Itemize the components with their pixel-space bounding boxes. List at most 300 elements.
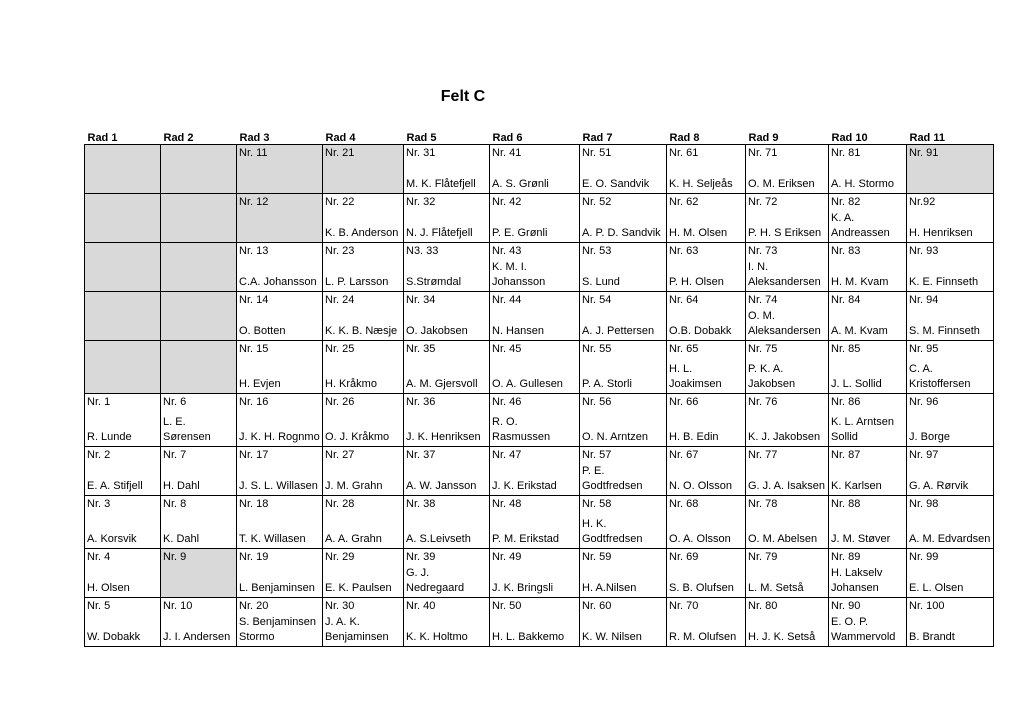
seat-cell [907, 598, 994, 647]
seat-cell [667, 598, 746, 647]
seat-cell [404, 394, 490, 447]
seat-number: Nr. 45 [492, 343, 522, 355]
seat-number: Nr. 36 [406, 396, 436, 408]
seat-holder-name: R. M. Olufsen [669, 631, 737, 643]
column-header: Rad 8 [669, 132, 700, 144]
seat-holder-name: H. J. K. Setså [748, 631, 816, 643]
seat-holder-name: H. L. Joakimsen [669, 363, 722, 390]
seat-holder-name: E. O. Sandvik [582, 178, 650, 190]
seat-number: Nr. 32 [406, 196, 436, 208]
seat-holder-name: A. W. Jansson [406, 480, 477, 492]
seat-number: Nr. 8 [163, 498, 187, 510]
seat-holder-name: K. M. I. Johansson [492, 261, 546, 288]
seat-cell [667, 549, 746, 598]
seat-holder-name: S.Strømdal [406, 276, 462, 288]
seat-number: Nr. 76 [748, 396, 778, 408]
seat-holder-name: P. H. S Eriksen [748, 227, 822, 239]
seat-number: Nr. 95 [909, 343, 939, 355]
seat-number: Nr. 41 [492, 147, 522, 159]
column-header: Rad 3 [239, 132, 270, 144]
table-row [85, 496, 994, 549]
seat-cell [237, 145, 323, 194]
seat-number: Nr. 70 [669, 600, 699, 612]
seat-cell [746, 549, 829, 598]
seat-cell [580, 292, 667, 341]
seat-cell [490, 394, 580, 447]
seat-holder-name: H. Dahl [163, 480, 200, 492]
seat-cell [580, 243, 667, 292]
seat-holder-name: L. P. Larsson [325, 276, 389, 288]
seat-holder-name: H. Kråkmo [325, 378, 377, 390]
seat-holder-name: A. M. Kvam [831, 325, 888, 337]
seat-holder-name: S. Benjaminsen Stormo [239, 616, 317, 643]
seat-number: Nr. 80 [748, 600, 778, 612]
seat-cell [85, 496, 161, 549]
seat-number: Nr. 50 [492, 600, 522, 612]
seat-cell [829, 243, 907, 292]
seat-cell [85, 145, 161, 194]
seat-cell [907, 341, 994, 394]
seat-number: Nr. 17 [239, 449, 269, 461]
seat-holder-name: R. Lunde [87, 431, 132, 443]
document-title: Felt C [440, 88, 486, 105]
seat-cell [161, 341, 237, 394]
seat-cell [323, 394, 404, 447]
seat-number: Nr. 73 [748, 245, 778, 257]
seat-number: Nr. 25 [325, 343, 355, 355]
seat-number: Nr. 23 [325, 245, 355, 257]
seat-cell [829, 145, 907, 194]
seat-holder-name: S. Lund [582, 276, 620, 288]
seat-holder-name: E. K. Paulsen [325, 582, 392, 594]
seat-cell [490, 549, 580, 598]
seat-cell [667, 243, 746, 292]
seat-holder-name: H. K. Godtfredsen [582, 518, 643, 545]
seat-holder-name: J. K. H. Rognmo [239, 431, 320, 443]
seat-cell [237, 194, 323, 243]
seat-number: Nr. 13 [239, 245, 269, 257]
seat-cell [580, 145, 667, 194]
seat-number: Nr. 63 [669, 245, 699, 257]
column-header: Rad 4 [325, 132, 356, 144]
table-body [85, 145, 994, 647]
seat-cell [237, 394, 323, 447]
seat-cell [667, 447, 746, 496]
seat-number: Nr. 51 [582, 147, 612, 159]
seat-number: Nr. 85 [831, 343, 861, 355]
seat-number: Nr. 68 [669, 498, 699, 510]
seat-number: Nr. 93 [909, 245, 939, 257]
seat-number: Nr.92 [909, 196, 936, 208]
seat-holder-name: A. J. Pettersen [582, 325, 655, 337]
seat-holder-name: J. I. Andersen [163, 631, 231, 643]
seat-cell [161, 447, 237, 496]
seat-cell [85, 341, 161, 394]
column-header: Rad 7 [582, 132, 613, 144]
seat-cell [85, 243, 161, 292]
seat-holder-name: P. E. Grønli [492, 227, 548, 239]
seat-holder-name: J. Borge [909, 431, 950, 443]
seat-number: Nr. 64 [669, 294, 699, 306]
seat-number: Nr. 60 [582, 600, 612, 612]
seat-holder-name: P. K. A. Jakobsen [748, 363, 796, 390]
seat-holder-name: H. Henriksen [909, 227, 973, 239]
seat-number: Nr. 19 [239, 551, 269, 563]
seat-cell [907, 549, 994, 598]
seat-cell [746, 496, 829, 549]
seat-cell [829, 496, 907, 549]
seat-number: Nr. 90 [831, 600, 861, 612]
seat-holder-name: P. E. Godtfredsen [582, 465, 643, 492]
seat-number: Nr. 91 [909, 147, 939, 159]
seat-cell [323, 598, 404, 647]
seat-holder-name: A. S.Leivseth [406, 533, 471, 545]
column-header: Rad 11 [909, 132, 945, 144]
seat-cell [580, 496, 667, 549]
seat-number: Nr. 11 [239, 147, 268, 159]
seat-cell [746, 341, 829, 394]
seat-number: Nr. 48 [492, 498, 522, 510]
seat-number: Nr. 96 [909, 396, 939, 408]
seat-holder-name: E. A. Stifjell [87, 480, 143, 492]
seat-holder-name: G. A. Rørvik [909, 480, 969, 492]
table-row [85, 145, 994, 194]
seat-number: Nr. 59 [582, 551, 612, 563]
seat-holder-name: P. M. Erikstad [492, 533, 560, 545]
seat-holder-name: W. Dobakk [87, 631, 141, 643]
seat-holder-name: A. A. Grahn [325, 533, 382, 545]
seat-cell [490, 598, 580, 647]
seat-cell [161, 496, 237, 549]
seat-cell [490, 243, 580, 292]
seat-holder-name: A. S. Grønli [492, 178, 549, 190]
table-row [85, 194, 994, 243]
seat-cell [580, 341, 667, 394]
table-row [85, 549, 994, 598]
seat-holder-name: K. E. Finnseth [909, 276, 979, 288]
seat-number: Nr. 29 [325, 551, 355, 563]
seat-holder-name: S. M. Finnseth [909, 325, 980, 337]
seat-number: Nr. 74 [748, 294, 778, 306]
seat-number: Nr. 75 [748, 343, 778, 355]
seat-holder-name: O. M. Eriksen [748, 178, 815, 190]
seat-cell [85, 292, 161, 341]
seat-number: Nr. 24 [325, 294, 355, 306]
table-row [85, 292, 994, 341]
seat-cell [323, 292, 404, 341]
seat-holder-name: J. M. Støver [831, 533, 891, 545]
seat-cell [667, 341, 746, 394]
seat-holder-name: O.B. Dobakk [669, 325, 732, 337]
seat-holder-name: O. M. Aleksandersen [748, 310, 821, 337]
seat-cell [85, 598, 161, 647]
seat-holder-name: N. J. Flåtefjell [406, 227, 473, 239]
seat-cell [161, 292, 237, 341]
column-header: Rad 1 [87, 132, 118, 144]
seat-number: Nr. 7 [163, 449, 187, 461]
seat-holder-name: A. M. Gjersvoll [406, 378, 478, 390]
seat-holder-name: K. K. B. Næsje [325, 325, 398, 337]
seat-cell [829, 598, 907, 647]
seat-holder-name: M. K. Flåtefjell [406, 178, 476, 190]
seat-cell [667, 496, 746, 549]
seat-cell [323, 341, 404, 394]
seat-number: Nr. 81 [831, 147, 861, 159]
seat-holder-name: J. A. K. Benjaminsen [325, 616, 389, 643]
seat-number: Nr. 54 [582, 294, 612, 306]
seat-number: Nr. 57 [582, 449, 612, 461]
seat-cell [237, 447, 323, 496]
seat-holder-name: L. M. Setså [748, 582, 804, 594]
seat-holder-name: G. J. Nedregaard [406, 567, 465, 594]
seat-holder-name: C. A. Kristoffersen [909, 363, 971, 390]
seat-number: Nr. 86 [831, 396, 861, 408]
seat-holder-name: H. M. Olsen [669, 227, 728, 239]
seat-cell [490, 145, 580, 194]
seat-cell [580, 598, 667, 647]
table-row [85, 447, 994, 496]
table-row [85, 394, 994, 447]
seating-table [84, 128, 994, 647]
seat-cell [907, 292, 994, 341]
seat-holder-name: K. B. Anderson [325, 227, 399, 239]
seat-cell [323, 194, 404, 243]
seat-holder-name: H. L. Bakkemo [492, 631, 565, 643]
column-header: Rad 6 [492, 132, 523, 144]
seat-holder-name: O. J. Kråkmo [325, 431, 390, 443]
seat-holder-name: H. Lakselv Johansen [831, 567, 883, 594]
seat-number: Nr. 98 [909, 498, 939, 510]
table-row [85, 341, 994, 394]
seat-holder-name: A. H. Stormo [831, 178, 894, 190]
seat-number: Nr. 65 [669, 343, 699, 355]
seat-number: Nr. 31 [406, 147, 436, 159]
seat-number: Nr. 72 [748, 196, 778, 208]
seat-holder-name: E. L. Olsen [909, 582, 964, 594]
seat-number: Nr. 71 [748, 147, 778, 159]
seat-number: Nr. 10 [163, 600, 193, 612]
seat-cell [667, 292, 746, 341]
seat-cell [404, 145, 490, 194]
seat-number: Nr. 9 [163, 551, 187, 563]
seat-holder-name: P. A. Storli [582, 378, 632, 390]
seat-cell [580, 549, 667, 598]
seat-holder-name: C.A. Johansson [239, 276, 317, 288]
seat-number: Nr. 39 [406, 551, 436, 563]
seat-holder-name: K. J. Jakobsen [748, 431, 821, 443]
seat-number: Nr. 35 [406, 343, 436, 355]
seat-holder-name: K. H. Seljeås [669, 178, 733, 190]
seat-holder-name: O. A. Gullesen [492, 378, 563, 390]
seat-number: Nr. 21 [325, 147, 355, 159]
seat-number: Nr. 56 [582, 396, 612, 408]
seat-holder-name: A. P. D. Sandvik [582, 227, 661, 239]
seat-cell [323, 145, 404, 194]
seat-number: Nr. 16 [239, 396, 269, 408]
seat-holder-name: H. M. Kvam [831, 276, 889, 288]
seat-holder-name: T. K. Willasen [239, 533, 306, 545]
seat-cell [667, 145, 746, 194]
seat-holder-name: L. Benjaminsen [239, 582, 315, 594]
seat-number: Nr. 53 [582, 245, 612, 257]
column-header: Rad 9 [748, 132, 779, 144]
seat-cell [490, 447, 580, 496]
seat-cell [237, 549, 323, 598]
seat-holder-name: K. W. Nilsen [582, 631, 642, 643]
seat-cell [404, 447, 490, 496]
seat-cell [829, 447, 907, 496]
seat-cell [667, 394, 746, 447]
seat-cell [829, 194, 907, 243]
seat-cell [404, 292, 490, 341]
seat-cell [404, 341, 490, 394]
seat-cell [85, 394, 161, 447]
seat-cell [829, 341, 907, 394]
seat-cell [85, 447, 161, 496]
seat-number: Nr. 46 [492, 396, 522, 408]
seat-cell [404, 496, 490, 549]
seat-number: Nr. 1 [87, 396, 111, 408]
seat-holder-name: A. M. Edvardsen [909, 533, 991, 545]
seat-cell [85, 549, 161, 598]
seat-holder-name: H. B. Edin [669, 431, 719, 443]
seat-number: Nr. 52 [582, 196, 612, 208]
seat-number: Nr. 37 [406, 449, 436, 461]
seat-number: Nr. 6 [163, 396, 187, 408]
seat-number: Nr. 99 [909, 551, 939, 563]
seat-cell [907, 145, 994, 194]
seat-cell [323, 447, 404, 496]
seat-number: Nr. 66 [669, 396, 699, 408]
seat-number: N3. 33 [406, 245, 439, 257]
seat-cell [323, 496, 404, 549]
seat-holder-name: L. E. Sørensen [163, 416, 211, 443]
seat-number: Nr. 47 [492, 449, 522, 461]
seat-holder-name: G. J. A. Isaksen [748, 480, 826, 492]
seat-number: Nr. 100 [909, 600, 945, 612]
seat-holder-name: H. Olsen [87, 582, 130, 594]
table-row [85, 243, 994, 292]
seat-cell [490, 496, 580, 549]
seat-number: Nr. 2 [87, 449, 111, 461]
seat-cell [907, 194, 994, 243]
seat-cell [490, 292, 580, 341]
seat-holder-name: R. O. Rasmussen [492, 416, 551, 443]
seat-cell [404, 598, 490, 647]
seat-cell [85, 194, 161, 243]
seat-cell [746, 194, 829, 243]
seat-cell [237, 598, 323, 647]
seat-number: Nr. 67 [669, 449, 699, 461]
seat-number: Nr. 62 [669, 196, 699, 208]
seat-holder-name: K. Karlsen [831, 480, 882, 492]
seat-number: Nr. 34 [406, 294, 436, 306]
column-header: Rad 2 [163, 132, 194, 144]
seat-cell [667, 194, 746, 243]
seat-number: Nr. 20 [239, 600, 269, 612]
seat-cell [161, 598, 237, 647]
seat-cell [746, 394, 829, 447]
seat-number: Nr. 79 [748, 551, 778, 563]
seat-cell [907, 447, 994, 496]
seat-number: Nr. 97 [909, 449, 939, 461]
seat-holder-name: J. K. Henriksen [406, 431, 481, 443]
seat-number: Nr. 89 [831, 551, 861, 563]
seat-holder-name: H. Evjen [239, 378, 281, 390]
seat-holder-name: K. L. Arntsen Sollid [831, 416, 894, 443]
seat-cell [404, 549, 490, 598]
seat-cell [490, 194, 580, 243]
seat-number: Nr. 44 [492, 294, 522, 306]
seat-number: Nr. 27 [325, 449, 355, 461]
seat-number: Nr. 55 [582, 343, 612, 355]
seat-holder-name: O. A. Olsson [669, 533, 731, 545]
seat-holder-name: O. N. Arntzen [582, 431, 649, 443]
seat-holder-name: J. K. Bringsli [492, 582, 554, 594]
seat-holder-name: O. Jakobsen [406, 325, 468, 337]
seat-number: Nr. 82 [831, 196, 861, 208]
seat-number: Nr. 49 [492, 551, 522, 563]
seat-number: Nr. 38 [406, 498, 436, 510]
seat-cell [746, 292, 829, 341]
seat-number: Nr. 12 [239, 196, 269, 208]
seat-number: Nr. 43 [492, 245, 522, 257]
seat-holder-name: J. M. Grahn [325, 480, 383, 492]
seat-number: Nr. 77 [748, 449, 778, 461]
seat-holder-name: I. N. Aleksandersen [748, 261, 821, 288]
seat-number: Nr. 30 [325, 600, 355, 612]
header-row [85, 128, 994, 145]
seat-number: Nr. 78 [748, 498, 778, 510]
seat-cell [907, 394, 994, 447]
seat-cell [829, 292, 907, 341]
seat-cell [237, 496, 323, 549]
seat-holder-name: K. A. Andreassen [831, 212, 890, 239]
seat-number: Nr. 88 [831, 498, 861, 510]
seat-cell [580, 394, 667, 447]
seat-cell [161, 194, 237, 243]
seat-cell [490, 341, 580, 394]
seat-holder-name: O. M. Abelsen [748, 533, 818, 545]
seat-holder-name: A. Korsvik [87, 533, 137, 545]
seat-number: Nr. 22 [325, 196, 355, 208]
seat-number: Nr. 83 [831, 245, 861, 257]
seat-cell [323, 549, 404, 598]
seat-cell [323, 243, 404, 292]
seat-number: Nr. 26 [325, 396, 355, 408]
seat-holder-name: O. Botten [239, 325, 286, 337]
seat-number: Nr. 18 [239, 498, 269, 510]
seat-holder-name: B. Brandt [909, 631, 955, 643]
seat-cell [829, 394, 907, 447]
seat-cell [161, 145, 237, 194]
seat-holder-name: N. O. Olsson [669, 480, 732, 492]
seat-holder-name: J. L. Sollid [831, 378, 882, 390]
seat-number: Nr. 94 [909, 294, 939, 306]
seat-cell [404, 194, 490, 243]
seat-cell [237, 341, 323, 394]
seat-cell [161, 243, 237, 292]
seat-number: Nr. 15 [239, 343, 269, 355]
seat-number: Nr. 3 [87, 498, 111, 510]
seat-number: Nr. 84 [831, 294, 861, 306]
seat-cell [746, 447, 829, 496]
seat-cell [237, 292, 323, 341]
seat-number: Nr. 87 [831, 449, 861, 461]
seat-holder-name: J. K. Erikstad [492, 480, 557, 492]
seat-cell [907, 496, 994, 549]
seat-cell [746, 145, 829, 194]
